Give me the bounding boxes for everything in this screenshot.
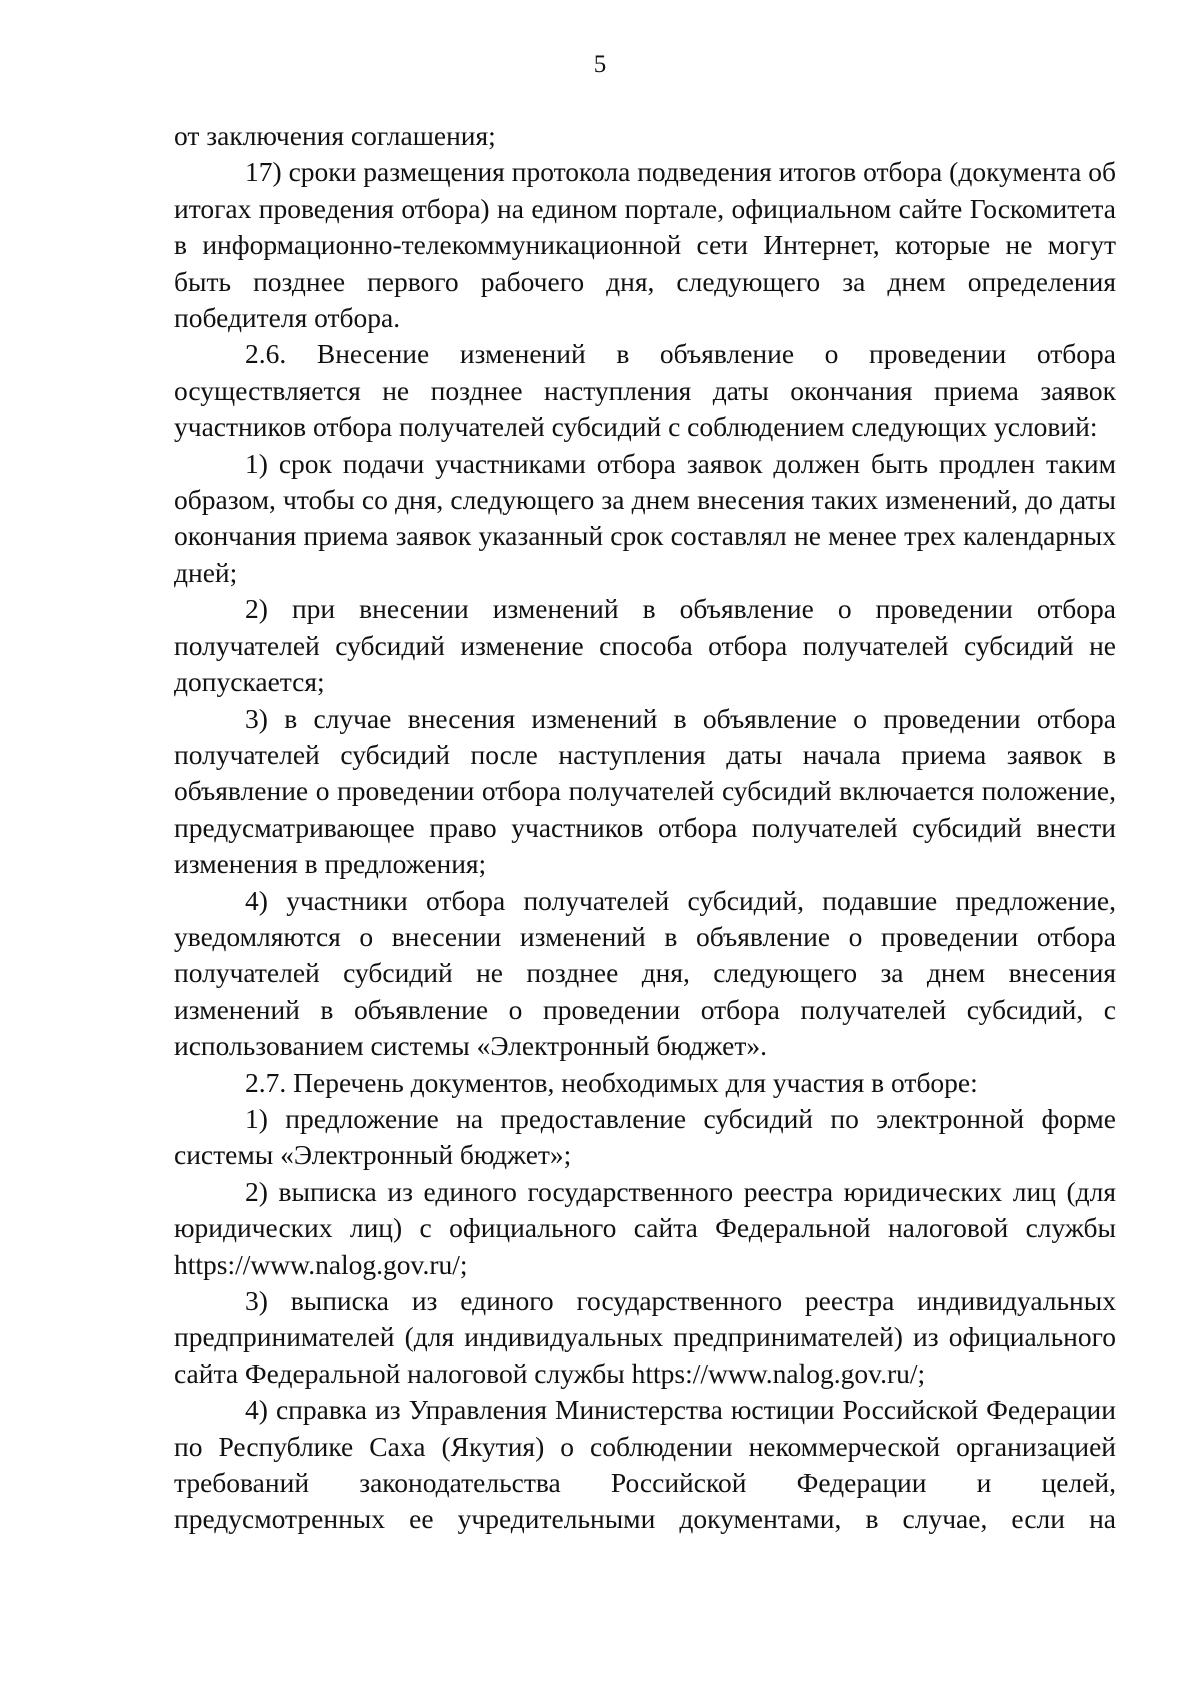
document-body: [174, 118, 1116, 1538]
paragraph-2-7-item-3: 3) выписка из единого государственного реестра индивидуальных предпринимателей (для индивидуальных предпринимателей) из официального сайта Федеральной налоговой службы https://www.nalog.gov.ru/;: [174, 1285, 1116, 1389]
paragraph-2-7-item-2: 2) выписка из единого государственного реестра юридических лиц (для юридических лиц) с официального сайта Федеральной налоговой службы https://www.nalog.gov.ru/;: [174, 1175, 1116, 1280]
paragraph-2-6-item-3: 3) в случае внесения изменений в объявление о проведении отбора получателей субсидий после наступления даты начала приема заявок в объявление о проведении отбора получателей субсидий включается положение, предусматривающее право участников отбора получателей субсидий внести изменения в предложения;: [174, 702, 1116, 880]
paragraph-section-2-6: 2.6. Внесение изменений в объявление о проведении отбора осуществляется не позднее наступления даты окончания приема заявок участников отбора получателей субсидий с соблюдением следующих условий:: [174, 338, 1116, 443]
paragraph-section-2-7: 2.7. Перечень документов, необходимых для участия в отборе:: [245, 1066, 978, 1098]
page-number: 5: [593, 51, 607, 78]
paragraph-2-6-item-1: 1) срок подачи участниками отбора заявок должен быть продлен таким образом, чтобы со дня, следующего за днем внесения таких изменений, до даты окончания приема заявок указанный срок составлял не менее трех календарных дней;: [174, 447, 1116, 588]
paragraph-2-6-item-2: 2) при внесении изменений в объявление о проведении отбора получателей субсидий изменение способа отбора получателей субсидий не допускается;: [174, 593, 1116, 698]
paragraph-continuation: от заключения соглашения;: [174, 120, 496, 151]
paragraph-item-17: 17) сроки размещения протокола подведения итогов отбора (документа об итогах проведения отбора) на едином портале, официальном сайте Госкомитета в информационно-телекоммуникационной сети Интернет, которые не могут быть позднее первого рабочего дня, следующего за днем определения победителя отбора.: [174, 156, 1116, 334]
paragraph-2-7-item-1: 1) предложение на предоставление субсидий по электронной форме системы «Электронный бюджет»;: [174, 1102, 1116, 1171]
paragraph-2-6-item-4: 4) участники отбора получателей субсидий, подавшие предложение, уведомляются о внесении изменений в объявление о проведении отбора получателей субсидий не позднее дня, следующего за днем внесения изменений в объявление о проведении отбора получателей субсидий, с использованием системы «Электронный бюджет».: [174, 884, 1116, 1062]
paragraph-2-7-item-4: 4) справка из Управления Министерства юстиции Российской Федерации по Республике Саха (Якутия) о соблюдении некоммерческой организацией требований законодательства Российской Федерации и целей, предусмотренных ее учредительными документами, в случае, если на: [174, 1394, 1116, 1535]
